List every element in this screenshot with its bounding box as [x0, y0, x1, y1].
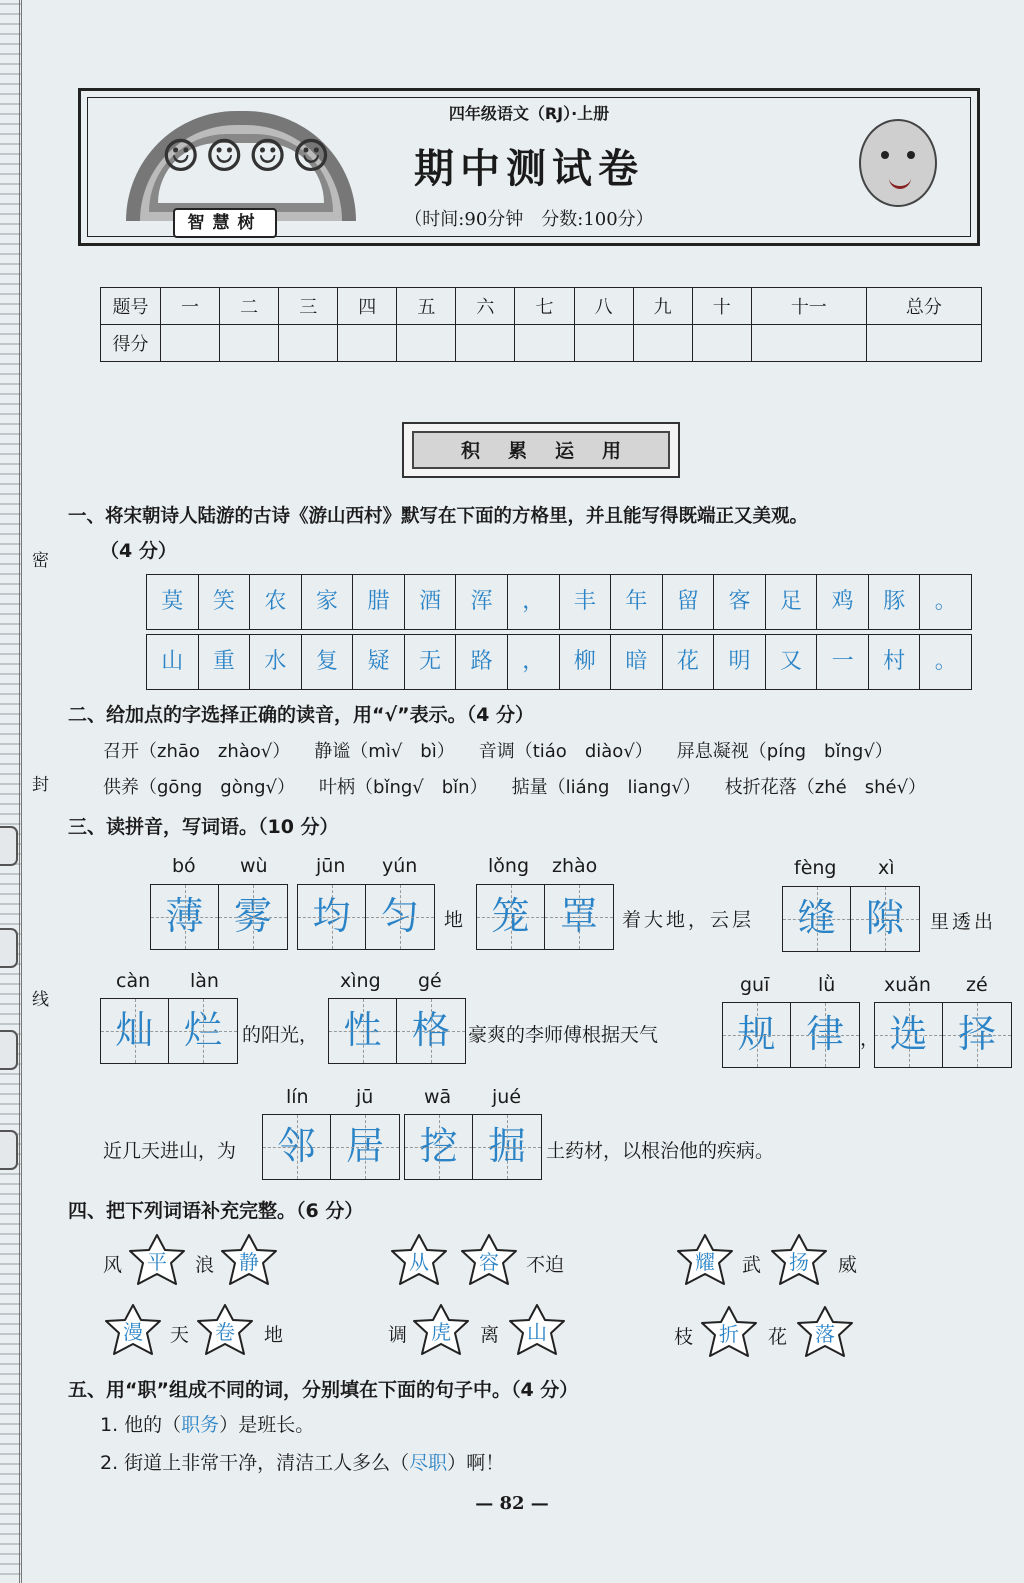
pinyin: wù	[240, 855, 268, 877]
answer-box[interactable]: 灿 烂	[100, 998, 238, 1064]
pinyin: yún	[382, 855, 418, 877]
page-title: 期中测试卷	[414, 146, 644, 192]
answer-box[interactable]: 挖 掘	[404, 1114, 542, 1180]
pinyin: xuǎn	[884, 974, 931, 996]
pinyin: lín	[286, 1086, 309, 1108]
poem-grid-row-2: 山 重 水 复 疑 无 路 ， 柳 暗 花 明 又 一 村 。	[146, 634, 972, 690]
answer-box[interactable]: 笼 罩	[476, 884, 614, 950]
pinyin: jūn	[316, 855, 346, 877]
flower-blank[interactable]: 耀	[674, 1232, 736, 1288]
sentence-text: 土药材，以根治他的疾病。	[546, 1140, 775, 1162]
poem-grid-row-1: 莫 笑 农 家 腊 酒 浑 ， 丰 年 留 客 足 鸡 豚 。	[146, 574, 972, 630]
table-row: 题号 一 二 三 四 五 六 七 八 九 十 十一 总分	[101, 288, 982, 325]
binding-tab	[0, 1030, 18, 1070]
pinyin: bó	[172, 855, 196, 877]
question-4: 四、把下列词语补充完整。（6 分）	[68, 1200, 364, 1222]
flower-blank[interactable]: 落	[794, 1304, 856, 1360]
idiom-char: 离	[480, 1324, 500, 1346]
idiom-char: 风	[103, 1254, 123, 1276]
score-table	[100, 287, 982, 362]
answer-box[interactable]: 薄 雾	[150, 884, 288, 950]
question-1-score: （4 分）	[100, 540, 177, 562]
flower-blank[interactable]: 卷	[194, 1302, 256, 1358]
idiom-char: 天	[170, 1324, 190, 1346]
pinyin: guī	[740, 974, 770, 996]
sentence-text: 着大地，云层	[622, 909, 755, 931]
pinyin: càn	[116, 970, 151, 992]
binding-tab	[0, 928, 18, 968]
side-mark-mi: 密	[32, 551, 49, 571]
exam-info: （时间:90分钟 分数:100分）	[404, 209, 654, 230]
sentence-text: 里透出	[930, 911, 997, 933]
flower-blank[interactable]: 山	[506, 1302, 568, 1358]
pinyin: jū	[356, 1086, 374, 1108]
side-mark-feng: 封	[32, 775, 49, 795]
pinyin: wā	[424, 1086, 452, 1108]
logo: 智慧树	[173, 208, 277, 238]
answer-box[interactable]: 邻 居	[262, 1114, 400, 1180]
pronunciation-line-2: 供养（gōng gòng√） 叶柄（bǐng√ bǐn） 掂量（liáng liang√） 枝折花落（zhé shé√）	[103, 777, 927, 798]
idiom-char: 调	[388, 1324, 408, 1346]
answer-text[interactable]: 职务	[181, 1414, 220, 1436]
pinyin: lǒng	[488, 855, 530, 877]
pinyin: gé	[418, 970, 442, 992]
question-3: 三、读拼音，写词语。（10 分）	[68, 816, 339, 838]
side-mark-xian: 线	[32, 990, 49, 1010]
girl-illustration	[859, 119, 937, 207]
table-row: 得分	[101, 325, 982, 362]
answer-box[interactable]: 缝 隙	[782, 886, 920, 952]
question-5: 五、用“职”组成不同的词，分别填在下面的句子中。（4 分）	[68, 1379, 579, 1401]
binding-tab	[0, 826, 18, 866]
pinyin: lǜ	[818, 974, 836, 996]
pinyin: zé	[966, 974, 988, 996]
flower-blank[interactable]: 从	[388, 1232, 450, 1288]
grade-label: 四年级语文（RJ）·上册	[448, 104, 610, 123]
section-heading: 积累运用	[402, 422, 680, 478]
sentence-2: 2. 街道上非常干净，清洁工人多么（尽职）啊！	[100, 1452, 505, 1474]
header-banner	[78, 88, 980, 246]
answer-box[interactable]: 性 格	[328, 998, 466, 1064]
question-1: 一、将宋朝诗人陆游的古诗《游山西村》默写在下面的方格里，并且能写得既端正又美观。	[68, 506, 809, 527]
pinyin: zhào	[552, 855, 598, 877]
idiom-char: 浪	[195, 1254, 215, 1276]
flower-blank[interactable]: 容	[458, 1232, 520, 1288]
sentence-text: 地	[444, 909, 464, 931]
answer-box[interactable]: 规 律	[722, 1002, 860, 1068]
idiom-char: 地	[264, 1324, 284, 1346]
flower-blank[interactable]: 漫	[102, 1302, 164, 1358]
sentence-text: 豪爽的李师傅根据天气	[468, 1024, 659, 1046]
pinyin: jué	[492, 1086, 522, 1108]
answer-box[interactable]: 均 匀	[297, 884, 435, 950]
binding-tab	[0, 1130, 18, 1170]
pinyin: xì	[878, 857, 895, 879]
idiom-char: 武	[742, 1254, 762, 1276]
page-number: — 82 —	[475, 1493, 549, 1514]
flower-blank[interactable]: 折	[698, 1304, 760, 1360]
flower-blank[interactable]: 扬	[768, 1232, 830, 1288]
question-2: 二、给加点的字选择正确的读音，用“√”表示。（4 分）	[68, 704, 534, 726]
idiom-char: 威	[838, 1254, 858, 1276]
sentence-text: 近几天进山，为	[103, 1140, 237, 1162]
sentence-1: 1. 他的（职务）是班长。	[100, 1414, 315, 1436]
answer-box[interactable]: 选 择	[874, 1002, 1012, 1068]
flower-blank[interactable]: 虎	[410, 1302, 472, 1358]
flower-blank[interactable]: 平	[126, 1232, 188, 1288]
sentence-text: 的阳光，	[242, 1024, 319, 1046]
pinyin: fèng	[794, 857, 837, 879]
idiom-char: 花	[768, 1326, 788, 1348]
sentence-text: ，	[860, 1028, 880, 1050]
idiom-char: 枝	[674, 1326, 694, 1348]
pronunciation-line-1: 召开（zhāo zhào√） 静谧（mì√ bì） 音调（tiáo diào√） 屏息凝视（píng bǐng√）	[103, 741, 893, 762]
kids-illustration: ☺☺☺☺	[161, 131, 335, 182]
answer-text[interactable]: 尽职	[409, 1452, 448, 1474]
binding-margin	[0, 0, 22, 1583]
idiom-char: 不迫	[526, 1254, 565, 1276]
pinyin: làn	[190, 970, 219, 992]
pinyin: xìng	[340, 970, 381, 992]
flower-blank[interactable]: 静	[218, 1232, 280, 1288]
